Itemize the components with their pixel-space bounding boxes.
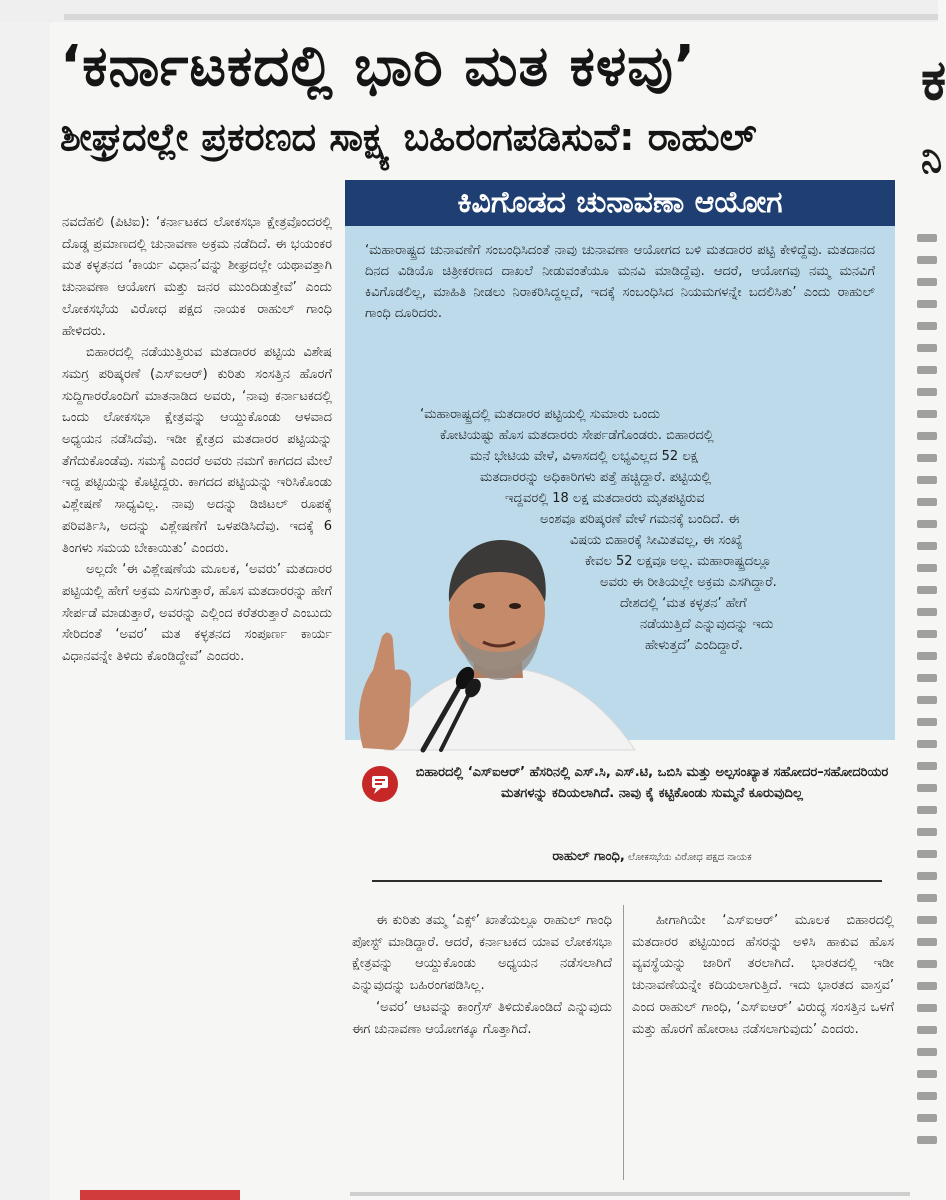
box-line: ಕೋಟಿಯಷ್ಟು ಹೊಸ ಮತದಾರರು ಸೇರ್ಪಡೆಗೊಂಡರು. ಬಿಹಾರದಲ್ಲಿ bbox=[440, 428, 714, 443]
box-line: ಮತದಾರರನ್ನು ಅಧಿಕಾರಿಗಳು ಪತ್ತೆ ಹಚ್ಚಿದ್ದಾರೆ. ಪಟ್ಟಿಯಲ್ಲಿ bbox=[480, 470, 712, 485]
box-line: ‘ಮಹಾರಾಷ್ಟ್ರದಲ್ಲಿ ಮತದಾರರ ಪಟ್ಟಿಯಲ್ಲಿ ಸುಮಾರು ಒಂದು bbox=[420, 407, 661, 422]
speech-bubble-icon bbox=[360, 764, 400, 804]
adjacent-headline-fragment: ಕ bbox=[921, 48, 946, 113]
box-line: ಹೇಳುತ್ತದೆ’ ಎಂದಿದ್ದಾರೆ. bbox=[645, 638, 743, 653]
column-divider bbox=[623, 905, 624, 1180]
paragraph: ಹೀಗಾಗಿಯೇ ‘ಎಸ್‌ಐಆರ್’ ಮೂಲಕ ಬಿಹಾರದಲ್ಲಿ ಮತದಾರರ ಪಟ್ಟಿಯಿಂದ ಹೆಸರನ್ನು ಅಳಿಸಿ ಹಾಕುವ ಹೊಸ ವ್ಯವಸ್ಥೆಯನ್ನು ಜಾರಿಗೆ ತರಲಾಗಿದೆ. ಭಾರತದಲ್ಲಿ ಇಡೀ ಚುನಾವಣೆಯನ್ನೇ ಕದಿಯಲಾಗುತ್ತಿದೆ. ಇದು ಭಾರತದ ವಾಸ್ತವ’ ಎಂದ ರಾಹುಲ್ ಗಾಂಧಿ, ‘ಎಸ್‌ಐಆರ್’ ವಿರುದ್ಧ ಸಂಸತ್ತಿನ ಒಳಗೆ ಮತ್ತು ಹೊರಗೆ ಹೋರಾಟ ನಡೆಸಲಾಗುವುದು’ ಎಂದರು. bbox=[632, 913, 894, 1037]
box-line: ದೇಶದಲ್ಲಿ ‘ಮತ ಕಳ್ಳತನ’ ಹೇಗೆ bbox=[620, 596, 747, 611]
paragraph: ಈ ಕುರಿತು ತಮ್ಮ ‘ಎಕ್ಸ್’ ಖಾತೆಯಲ್ಲೂ ರಾಹುಲ್ ಗಾಂಧಿ ಪೋಸ್ಟ್ ಮಾಡಿದ್ದಾರೆ. ಆದರೆ, ಕರ್ನಾಟಕದ ಯಾವ ಲೋಕಸಭಾ ಕ್ಷೇತ್ರವನ್ನು ಆಯ್ದುಕೊಂಡು ಅಧ್ಯಯನ ನಡೆಸಲಾಗಿದೆ ಎನ್ನುವುದನ್ನು ಬಹಿರಂಗಪಡಿಸಿಲ್ಲ. bbox=[352, 913, 612, 994]
box-line: ಮನೆ ಭೇಟಿಯ ವೇಳೆ, ವಿಳಾಸದಲ್ಲಿ ಲಭ್ಯವಿಲ್ಲದ 52 ಲಕ್ಷ bbox=[470, 449, 698, 464]
box-line: ಅಂಶವೂ ಪರಿಷ್ಕರಣೆ ವೇಳೆ ಗಮನಕ್ಕೆ ಬಂದಿದೆ. ಈ bbox=[540, 512, 740, 527]
column-3 bbox=[632, 910, 894, 1040]
box-line: ನಡೆಯುತ್ತಿದೆ ಎನ್ನುವುದನ್ನು ಇದು bbox=[640, 617, 774, 632]
next-article-marker bbox=[80, 1190, 240, 1200]
paragraph: ಅಲ್ಲದೇ ‘ಈ ವಿಶ್ಲೇಷಣೆಯ ಮೂಲಕ, ‘ಅವರು’ ಮತದಾರರ ಪಟ್ಟಿಯಲ್ಲಿ ಹೇಗೆ ಅಕ್ರಮ ಎಸಗುತ್ತಾರೆ, ಹೊಸ ಮತದಾರರನ್ನು ಹೇಗೆ ಸೇರ್ಪಡೆ ಮಾಡುತ್ತಾರೆ, ಅವರನ್ನು ಎಲ್ಲಿಂದ ಕರೆತರುತ್ತಾರೆ ಎಂಬುದು ಸೇರಿದಂತೆ ‘ಅವರ’ ಮತ ಕಳ್ಳತನದ ಸಂಪೂರ್ಣ ಕಾರ್ಯ ವಿಧಾನವನ್ನೇ ತಿಳಿದು ಕೊಂಡಿದ್ದೇವೆ’ ಎಂದರು. bbox=[62, 562, 332, 665]
adjacent-text-fragments bbox=[917, 234, 937, 1158]
box-line: ಇದ್ದವರಲ್ಲಿ 18 ಲಕ್ಷ ಮತದಾರರು ಮೃತಪಟ್ಟಿರುವ bbox=[505, 491, 705, 506]
quote-role: ಲೋಕಸಭೆಯ ವಿರೋಧ ಪಕ್ಷದ ನಾಯಕ bbox=[624, 852, 752, 863]
box-line: ಕೇವಲ 52 ಲಕ್ಷವೂ ಅಲ್ಲ. ಮಹಾರಾಷ್ಟ್ರದಲ್ಲೂ bbox=[585, 554, 772, 569]
highlight-box-title: ಕಿವಿಗೊಡದ ಚುನಾವಣಾ ಆಯೋಗ bbox=[345, 180, 895, 226]
section-divider bbox=[372, 880, 882, 882]
speaker-photo bbox=[345, 520, 645, 750]
adjacent-article-edge bbox=[905, 20, 946, 1200]
column-1 bbox=[62, 212, 332, 1187]
paragraph: ಬಿಹಾರದಲ್ಲಿ ನಡೆಯುತ್ತಿರುವ ಮತದಾರರ ಪಟ್ಟಿಯ ವಿಶೇಷ ಸಮಗ್ರ ಪರಿಷ್ಕರಣೆ (ಎಸ್‌ಐಆರ್) ಕುರಿತು ಸಂಸತ್ತಿನ ಹೊರಗೆ ಸುದ್ದಿಗಾರರೊಂದಿಗೆ ಮಾತನಾಡಿದ ಅವರು, ‘ನಾವು ಕರ್ನಾಟಕದಲ್ಲಿ ಒಂದು ಲೋಕಸಭಾ ಕ್ಷೇತ್ರವನ್ನು ಆಯ್ದುಕೊಂಡು ಆಳವಾದ ಅಧ್ಯಯನ ನಡೆಸಿದೆವು. ಇಡೀ ಕ್ಷೇತ್ರದ ಮತದಾರರ ಪಟ್ಟಿಯನ್ನು ತೆಗೆದುಕೊಂಡೆವು. ಸಮಸ್ಯೆ ಎಂದರೆ ಅವರು ನಮಗೆ ಕಾಗದದ ಮೇಲೆ ಇದ್ದ ಪಟ್ಟಿಯನ್ನು ಕೊಟ್ಟಿದ್ದರು. ಕಾಗದದ ಪಟ್ಟಿಯನ್ನು ಇರಿಸಿಕೊಂಡು ವಿಶ್ಲೇಷಣೆ ಸಾಧ್ಯವಿಲ್ಲ. ನಾವು ಅದನ್ನು ಡಿಜಿಟಲ್ ರೂಪಕ್ಕೆ ಪರಿವರ್ತಿಸಿ, ಅದನ್ನು ವಿಶ್ಲೇಷಣೆಗೆ ಒಳಪಡಿಸಿದೆವು. ಇದಕ್ಕೆ 6 ತಿಂಗಳು ಸಮಯ ಬೇಕಾಯಿತು’ ಎಂದರು. bbox=[62, 345, 332, 556]
top-divider bbox=[64, 14, 938, 20]
quote-attribution bbox=[412, 846, 892, 868]
left-margin bbox=[0, 22, 50, 1200]
quote-text: ಬಿಹಾರದಲ್ಲಿ ‘ಎಸ್‌ಐಆರ್’ ಹೆಸರಿನಲ್ಲಿ ಎಸ್‌.ಸಿ, ಎಸ್‌.ಟಿ, ಒಬಿಸಿ ಮತ್ತು ಅಲ್ಪಸಂಖ್ಯಾತ ಸಹೋದರ–ಸಹೋದರಿಯರ ಮತಗಳನ್ನು ಕದಿಯಲಾಗಿದೆ. ನಾವು ಕೈ ಕಟ್ಟಿಕೊಂಡು ಸುಮ್ಮನೆ ಕೂರುವುದಿಲ್ಲ bbox=[415, 765, 889, 801]
bottom-divider bbox=[350, 1192, 910, 1196]
highlight-box-para1: ‘ಮಹಾರಾಷ್ಟ್ರದ ಚುನಾವಣೆಗೆ ಸಂಬಂಧಿಸಿದಂತೆ ನಾವು ಚುನಾವಣಾ ಆಯೋಗದ ಬಳಿ ಮತದಾರರ ಪಟ್ಟಿ ಕೇಳಿದ್ದೆವು. ಮತದಾನದ ದಿನದ ವಿಡಿಯೊ ಚಿತ್ರೀಕರಣದ ದಾಖಲೆ ನೀಡುವಂತೆಯೂ ಮನವಿ ಮಾಡಿದ್ದೆವು. ಆದರೆ, ಆಯೋಗವು ನಮ್ಮ ಮನವಿಗೆ ಕಿವಿಗೊಡಲಿಲ್ಲ, ಮಾಹಿತಿ ನೀಡಲು ನಿರಾಕರಿಸಿದ್ದಲ್ಲದೆ, ಇದಕ್ಕೆ ಸಂಬಂಧಿಸಿದ ನಿಯಮಗಳನ್ನೇ ಬದಲಿಸಿತು’ ಎಂದು ರಾಹುಲ್ ಗಾಂಧಿ ದೂರಿದರು. bbox=[365, 243, 875, 321]
column-2 bbox=[352, 910, 612, 1040]
paragraph: ನವದೆಹಲಿ (ಪಿಟಿಐ): ‘ಕರ್ನಾಟಕದ ಲೋಕಸಭಾ ಕ್ಷೇತ್ರವೊಂದರಲ್ಲಿ ದೊಡ್ಡ ಪ್ರಮಾಣದಲ್ಲಿ ಚುನಾವಣಾ ಅಕ್ರಮ ನಡೆದಿದೆ. ಈ ಭಯಂಕರ ಮತ ಕಳ್ಳತನದ ‘ಕಾರ್ಯ ವಿಧಾನ’ವನ್ನು ಶೀಘ್ರದಲ್ಲೇ ಯಥಾವತ್ತಾಗಿ ಚುನಾವಣಾ ಆಯೋಗ ಮತ್ತು ಜನರ ಮುಂದಿಡುತ್ತೇವೆ’ ಎಂದು ಲೋಕಸಭೆಯ ವಿರೋಧ ಪಕ್ಷದ ನಾಯಕ ರಾಹುಲ್ ಗಾಂಧಿ ಹೇಳಿದರು. bbox=[62, 215, 332, 339]
adjacent-subhead-fragment: ನಿ bbox=[921, 137, 943, 181]
subheadline: ಶೀಘ್ರದಲ್ಲೇ ಪ್ರಕರಣದ ಸಾಕ್ಷ್ಯ ಬಹಿರಂಗಪಡಿಸುವೆ: ರಾಹುಲ್ bbox=[60, 115, 757, 159]
paragraph: ‘ಅವರ’ ಆಟವನ್ನು ಕಾಂಗ್ರೆಸ್ ತಿಳಿದುಕೊಂಡಿದೆ ಎನ್ನುವುದು ಈಗ ಚುನಾವಣಾ ಆಯೋಗಕ್ಕೂ ಗೊತ್ತಾಗಿದೆ. bbox=[352, 999, 612, 1037]
headline: ‘ಕರ್ನಾಟಕದಲ್ಲಿ ಭಾರಿ ಮತ ಕಳವು’ bbox=[60, 34, 697, 99]
quote-name: ರಾಹುಲ್ ಗಾಂಧಿ, bbox=[552, 849, 625, 864]
box-line: ವಿಷಯ ಬಿಹಾರಕ್ಕೆ ಸೀಮಿತವಲ್ಲ, ಈ ಸಂಖ್ಯೆ bbox=[570, 533, 743, 548]
box-line: ಅವರು ಈ ರೀತಿಯಲ್ಲೇ ಅಕ್ರಮ ಎಸಗಿದ್ದಾರೆ. bbox=[600, 575, 777, 590]
